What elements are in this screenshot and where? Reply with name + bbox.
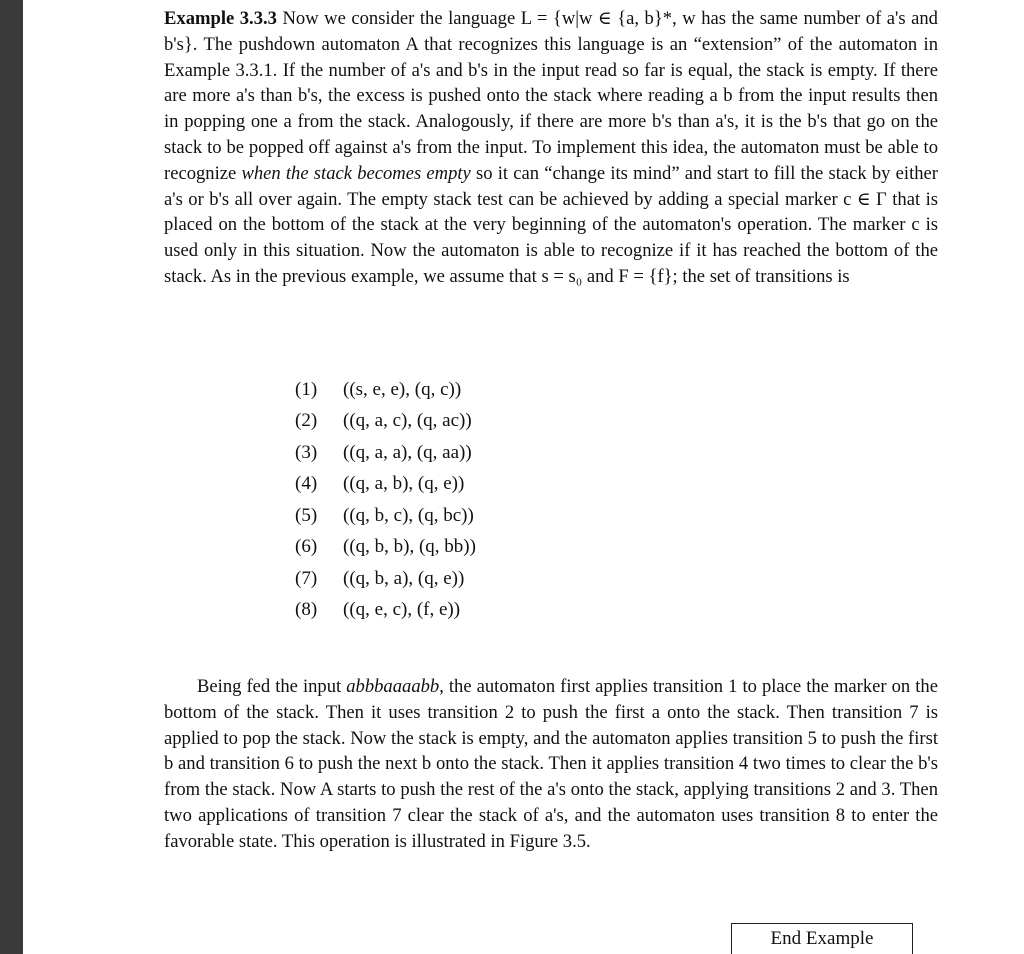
transition-row [295,500,595,532]
transition-row [295,469,595,501]
example-emphasis: when the stack becomes empty [241,162,471,184]
transition-number: (8) [295,599,318,621]
transitions-list [295,374,595,626]
transition-value: ((q, b, c), (q, bc)) [343,504,474,526]
transition-value: ((q, a, c), (q, ac)) [343,410,472,432]
example-rest-text: so it can “change its mind” and start to fill the stack by either a's or b's all over again. The empty stack test can be achieved by adding a special marker c ∈ Γ that is placed on the bottom of the stack at the very beginning of the automaton's operation. The marker c is used only in this situation. Now the automaton is able to recognize if it has reached the bottom of the stack. As in the previous example, we assume that s = s₀ and F = {f}; the set of transitions is [164,162,938,287]
transition-number: (2) [295,410,318,432]
operation-lead: Being fed the input [197,676,347,697]
example-heading: Example 3.3.3 [164,8,277,29]
transition-row [295,374,595,406]
transition-row [295,563,595,595]
transition-number: (6) [295,536,318,558]
transition-value: ((q, b, b), (q, bb)) [343,536,476,558]
transition-row [295,532,595,564]
example-paragraph [164,6,938,290]
transition-value: ((q, e, c), (f, e)) [343,599,461,621]
transition-number: (1) [295,378,318,400]
transition-value: ((s, e, e), (q, c)) [343,378,462,400]
transition-value: ((q, a, b), (q, e)) [343,473,465,495]
end-example-box [731,923,913,954]
operation-text: , the automaton first applies transition 1 to place the marker on the bottom of the stack. Then it uses transition 2 to push the first a onto the stack. Then transition 7 is applied to pop the stack. Now the stack is empty, and the automaton applies transition 5 to push the first b and transition 6 to push the next b onto the stack. Then it applies transition 4 two times to clear the b's from the stack. Now A starts to push the rest of the a's onto the stack, applying transitions 2 and 3. Then two applications of transition 7 clear the stack of a's, and the automaton uses transition 8 to enter the favorable state. This operation is illustrated in Figure 3.5. [164,676,938,852]
operation-input-string: abbbaaaabb [346,676,440,697]
transition-value: ((q, a, a), (q, aa)) [343,441,472,463]
transition-row [295,406,595,438]
left-margin-bar [0,0,23,954]
end-example-label: End Example [770,928,874,949]
transition-row [295,595,595,627]
transition-value: ((q, b, a), (q, e)) [343,567,465,589]
transition-number: (5) [295,504,318,526]
example-intro-text: Now we consider the language L = {w|w ∈ {a, b}*, w has the same number of a's and b's}. The pushdown automaton A that recognizes this language is an “extension” of the automaton in Example 3.3.1. If the number of a's and b's in the input read so far is equal, the stack is empty. If there are more a's than b's, the excess is pushed onto the stack where reading a b from the input results then in popping one a from the stack. Analogously, if there are more b's than a's, it is the b's that go on the stack to be popped off against a's from the input. To implement this idea, the automaton must be able to recognize [164,8,938,184]
operation-paragraph [164,674,938,855]
transition-number: (3) [295,441,318,463]
transition-number: (4) [295,473,318,495]
example-text-block [164,6,938,290]
transition-number: (7) [295,567,318,589]
transition-row [295,437,595,469]
